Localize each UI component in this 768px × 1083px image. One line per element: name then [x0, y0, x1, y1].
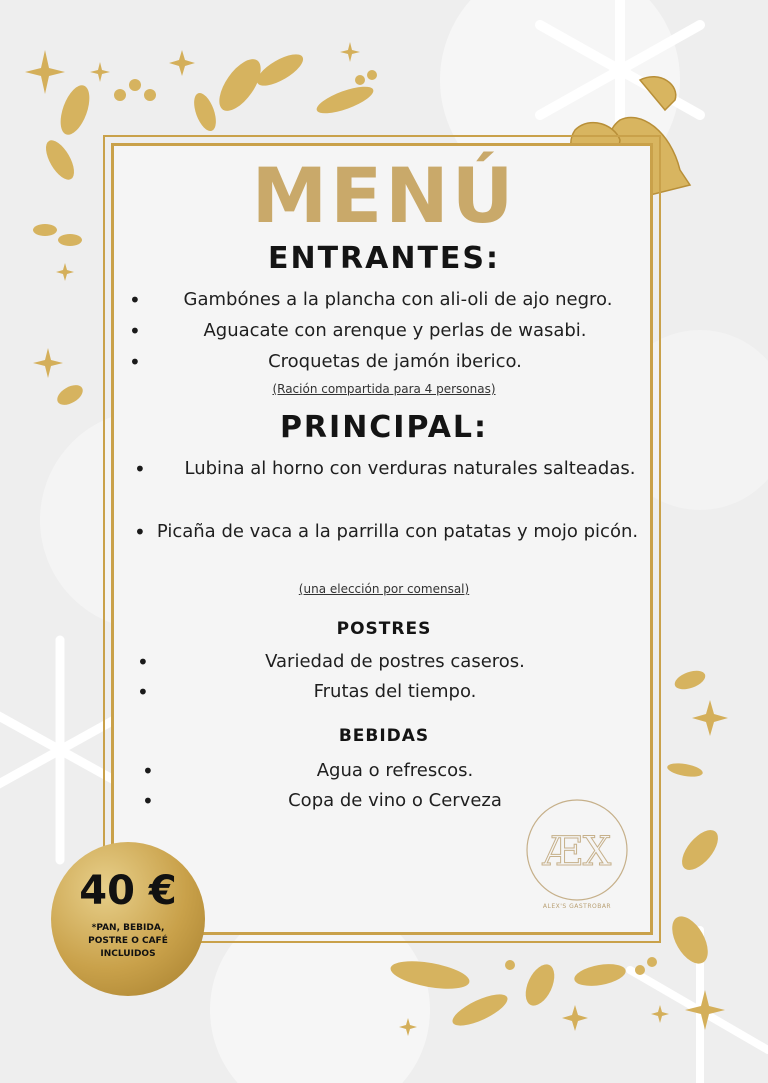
section-note: (una elección por comensal) — [298, 582, 470, 596]
list-item: Copa de vino o Cerveza — [288, 790, 502, 811]
list-item: Picaña de vaca a la parrilla con patatas y mojo picón. — [156, 521, 639, 542]
section-note: (Ración compartida para 4 personas) — [272, 382, 496, 396]
list-item: Aguacate con arenque y perlas de wasabi. — [203, 320, 587, 341]
price-value: 40 € — [79, 868, 177, 914]
section-title-postres: POSTRES — [336, 619, 432, 639]
price-badge — [51, 842, 205, 996]
bullet-icon: • — [137, 680, 149, 704]
section-title-entrantes: ENTRANTES: — [267, 241, 501, 276]
list-item: Croquetas de jamón iberico. — [268, 351, 522, 372]
bullet-icon: • — [137, 650, 149, 674]
bullet-icon: • — [134, 457, 146, 481]
bullet-icon: • — [142, 759, 154, 783]
bullet-icon: • — [129, 350, 141, 374]
bullet-icon: • — [134, 520, 146, 544]
logo-name: ALEX'S GASTROBAR — [542, 903, 612, 910]
list-item: Lubina al horno con verduras naturales salteadas. — [184, 458, 636, 479]
menu-title: MENÚ — [251, 151, 517, 240]
bullet-icon: • — [129, 319, 141, 343]
section-title-principal: PRINCIPAL: — [279, 410, 489, 445]
logo-monogram-icon — [520, 795, 634, 905]
logo-monogram: ÆX — [542, 829, 612, 875]
bullet-icon: • — [142, 789, 154, 813]
list-item: Agua o refrescos. — [316, 760, 474, 781]
restaurant-logo — [520, 795, 634, 915]
list-item: Variedad de postres caseros. — [265, 651, 525, 672]
list-item: Gambónes a la plancha con ali-oli de ajo negro. — [183, 289, 613, 310]
section-title-bebidas: BEBIDAS — [338, 726, 430, 746]
list-item: Frutas del tiempo. — [313, 681, 477, 702]
bullet-icon: • — [129, 288, 141, 312]
price-note: *PAN, BEBIDA, POSTRE O CAFÉ INCLUIDOS — [88, 923, 168, 959]
